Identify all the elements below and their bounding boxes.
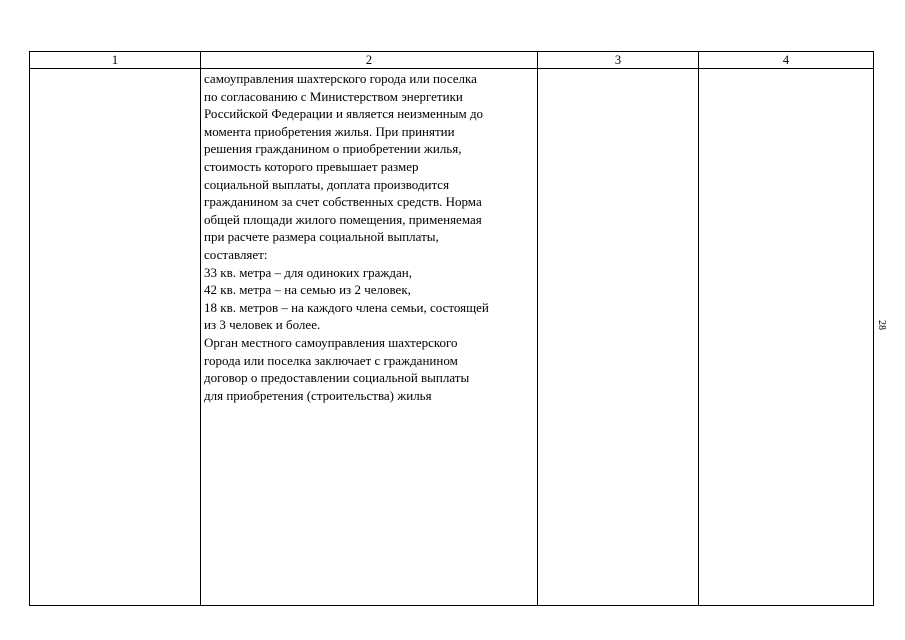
text-line: общей площади жилого помещения, применяемая [204, 211, 482, 227]
text-line: города или поселка заключает с гражданином [204, 352, 458, 368]
column-header-2: 2 [201, 52, 538, 69]
table-row [30, 69, 874, 606]
column-header-3: 3 [538, 52, 699, 69]
column-header-1: 1 [30, 52, 201, 69]
text-line: 18 кв. метров – на каждого члена семьи, состоящей [204, 299, 489, 315]
table-cell-col4 [699, 69, 874, 606]
text-line: по согласованию с Министерством энергетики [204, 88, 463, 104]
text-line: 42 кв. метра – на семью из 2 человек, [204, 282, 411, 298]
document-table [29, 51, 874, 606]
page-number: 28 [876, 320, 887, 330]
text-line: Российской Федерации и является неизменным до [204, 106, 484, 122]
text-line: момента приобретения жилья. При принятии [204, 123, 455, 139]
text-line: составляет: [204, 246, 268, 262]
table-cell-col1 [30, 69, 201, 606]
column-header-4: 4 [699, 52, 874, 69]
table-cell-col3 [538, 69, 699, 606]
text-line: социальной выплаты, доплата производится [204, 176, 450, 192]
text-line: решения гражданином о приобретении жилья, [204, 141, 462, 157]
text-line: Орган местного самоуправления шахтерского [204, 334, 458, 350]
text-line: стоимость которого превышает размер [204, 158, 419, 174]
table-cell-col2 [201, 69, 538, 606]
text-line: при расчете размера социальной выплаты, [204, 229, 439, 245]
text-line: 33 кв. метра – для одиноких граждан, [204, 264, 412, 280]
text-line: для приобретения (строительства) жилья [204, 387, 432, 403]
text-line: из 3 человек и более. [204, 317, 321, 333]
text-line: договор о предоставлении социальной выплаты [204, 370, 470, 386]
text-line: самоуправления шахтерского города или поселка [204, 71, 477, 86]
text-line: гражданином за счет собственных средств. Норма [204, 194, 482, 210]
cell-paragraph [201, 69, 537, 404]
column-number-header-row [30, 52, 874, 69]
